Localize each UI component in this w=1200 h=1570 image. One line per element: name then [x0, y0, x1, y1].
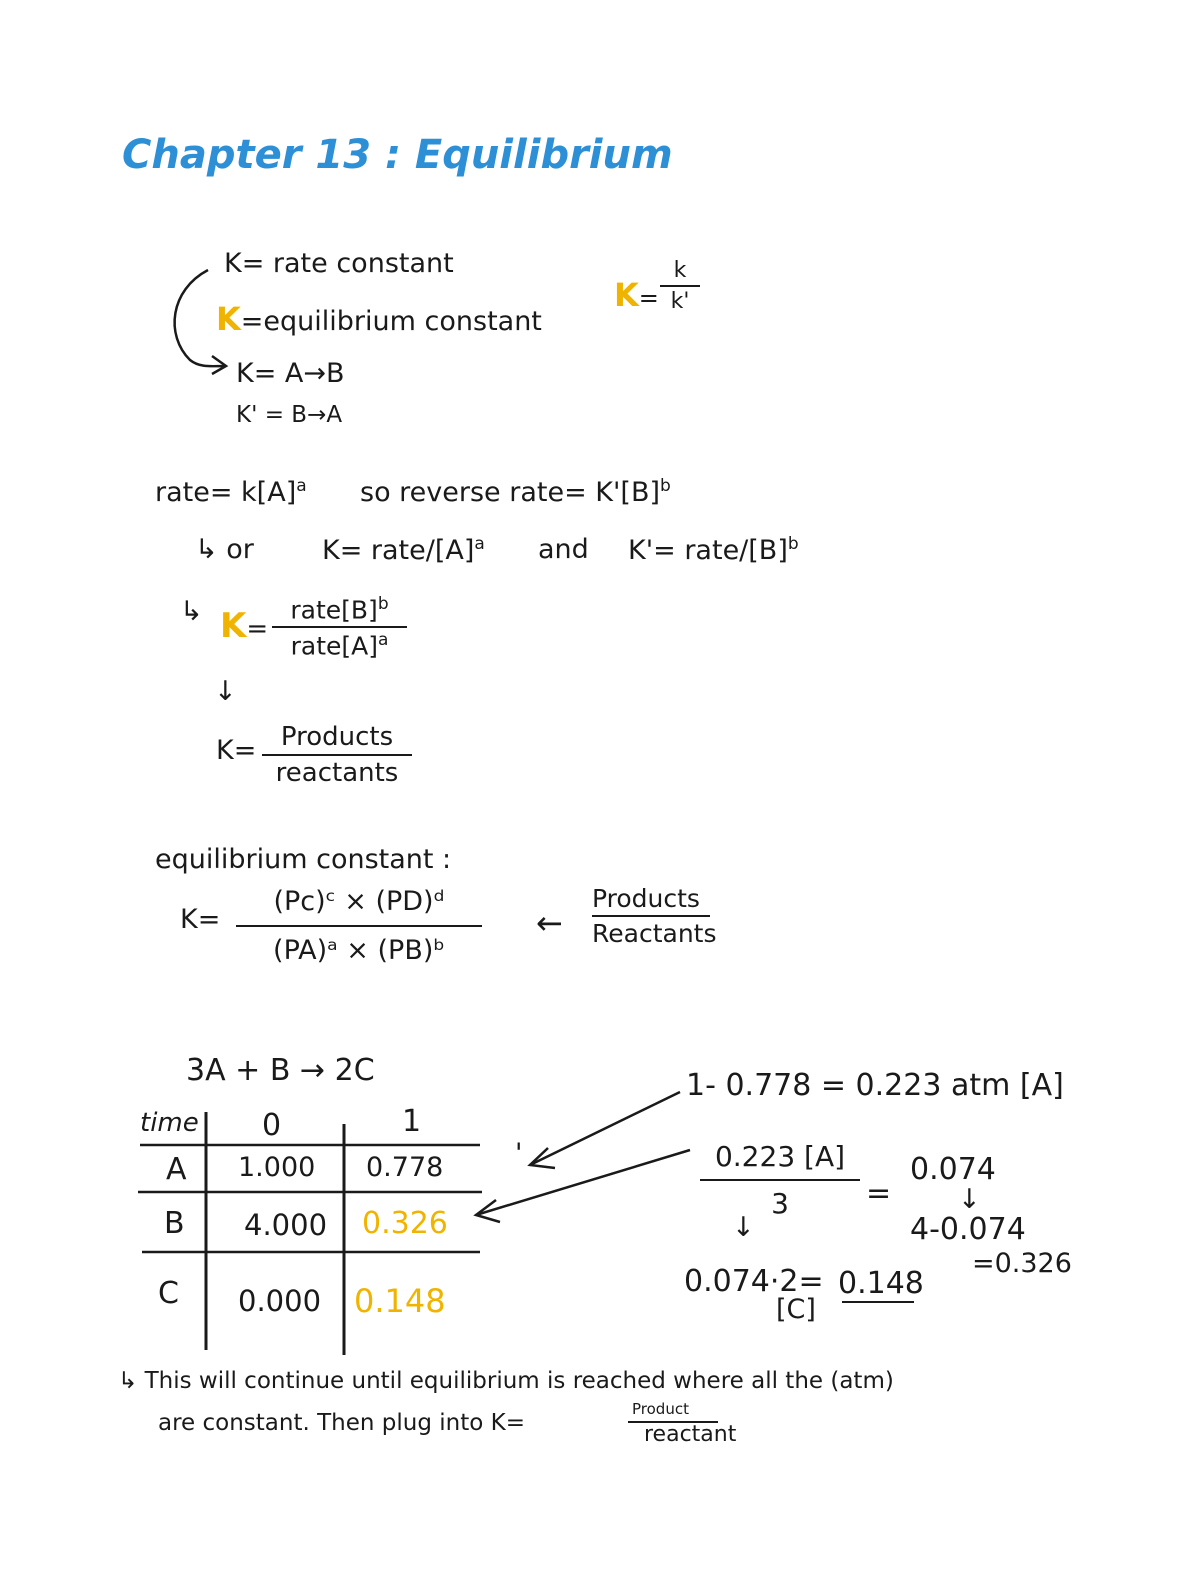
calc-b-subtraction: 4-0.074 — [910, 1212, 1026, 1247]
k-ratio-equals: = — [638, 284, 659, 312]
arrow-prefix: ↳ — [180, 596, 203, 627]
arrow-line-a — [530, 1092, 680, 1165]
k-ratio-numerator: k — [673, 258, 687, 283]
calc-division-denominator: 3 — [771, 1187, 789, 1220]
k-rate-ratio-den-text: rate[A] — [290, 631, 378, 661]
table-header-time: time — [140, 1108, 199, 1138]
and-text: and — [538, 534, 589, 565]
eq-constant-lhs: K= — [180, 904, 221, 935]
equilibrium-constant-text: =equilibrium constant — [240, 306, 542, 337]
table-row-c-t1: 0.148 — [354, 1282, 446, 1320]
footer-fraction-denominator: reactant — [644, 1422, 737, 1447]
k-rate-ratio-equals: = — [246, 614, 269, 644]
k-rate-ratio-k: K — [220, 606, 247, 646]
table-row-a-t0: 1.000 — [238, 1152, 316, 1183]
k-prime-from-rate-text: K'= rate/[B] — [628, 535, 788, 566]
k-products-lhs: K= — [216, 735, 257, 766]
footer-line-2: are constant. Then plug into K= — [158, 1410, 525, 1436]
k-ratio-lhs: K — [614, 276, 639, 314]
k-highlight: K — [216, 300, 241, 338]
reverse-reaction: K' = B→A — [236, 402, 343, 428]
k-prime-from-rate-exponent: b — [787, 534, 799, 554]
calc-c-label: [C] — [776, 1294, 816, 1325]
calc-equals: = — [866, 1176, 892, 1211]
down-arrow: ↓ — [214, 676, 237, 707]
note-products: Products — [592, 884, 700, 913]
k-from-rate-exponent: a — [474, 534, 485, 554]
arrow-line-b — [476, 1150, 690, 1215]
calc-result: 0.074 — [910, 1152, 996, 1187]
rate-law-reverse-exponent: b — [660, 476, 671, 496]
calc-a-consumed: 1- 0.778 = 0.223 atm [A] — [686, 1068, 1064, 1103]
calc-down-arrow-1: ↓ — [732, 1212, 755, 1243]
k-rate-ratio-num-exp: b — [377, 594, 389, 614]
rate-law-or: ↳ or — [195, 534, 254, 565]
rate-law-forward-exponent: a — [296, 476, 307, 496]
forward-reaction: K= A→B — [236, 358, 345, 389]
eq-constant-numerator: (Pc)ᶜ × (PD)ᵈ — [273, 886, 445, 917]
table-header-t0: 0 — [262, 1108, 282, 1143]
calc-b-result: =0.326 — [972, 1248, 1072, 1279]
curved-arrow-icon — [175, 270, 224, 366]
rate-law-forward-text: rate= k[A] — [155, 477, 297, 508]
k-rate-ratio-num-text: rate[B] — [290, 595, 378, 625]
stray-mark: ' — [515, 1138, 523, 1169]
table-row-b-t0: 4.000 — [244, 1208, 328, 1242]
reaction-equation: 3A + B → 2C — [186, 1053, 375, 1088]
table-row-a-label: A — [166, 1152, 187, 1187]
table-row-c-t0: 0.000 — [238, 1284, 322, 1318]
table-row-c-label: C — [158, 1276, 179, 1311]
calc-c-multiply: 0.074·2= — [684, 1264, 824, 1299]
note-reactants: Reactants — [592, 919, 717, 948]
eq-constant-heading: equilibrium constant : — [155, 844, 452, 875]
page-title: Chapter 13 : Equilibrium — [122, 132, 673, 178]
k-rate-ratio-den-exp: a — [377, 630, 389, 651]
calc-down-arrow-2: ↓ — [958, 1184, 981, 1215]
k-from-rate-text: K= rate/[A] — [322, 535, 475, 566]
calc-division-numerator: 0.223 [A] — [714, 1140, 846, 1173]
rate-law-reverse-text: so reverse rate= K'[B] — [360, 477, 661, 508]
footer-fraction-numerator: Product — [632, 1400, 689, 1418]
table-row-a-t1: 0.778 — [366, 1152, 444, 1183]
left-arrow-icon: ← — [536, 904, 563, 942]
eq-constant-denominator: (PA)ᵃ × (PB)ᵇ — [273, 935, 445, 966]
k-products-numerator: Products — [280, 722, 394, 752]
calc-c-result: 0.148 — [838, 1266, 924, 1301]
footer-line-1: ↳ This will continue until equilibrium is reached where all the (atm) — [118, 1368, 894, 1394]
table-row-b-label: B — [164, 1206, 185, 1241]
table-row-b-t1: 0.326 — [362, 1206, 448, 1241]
k-products-denominator: reactants — [275, 758, 399, 788]
calc-division — [700, 1140, 860, 1220]
table-header-t1: 1 — [402, 1104, 422, 1139]
rate-constant-definition: K= rate constant — [224, 248, 454, 279]
k-ratio-denominator: k' — [670, 289, 690, 314]
